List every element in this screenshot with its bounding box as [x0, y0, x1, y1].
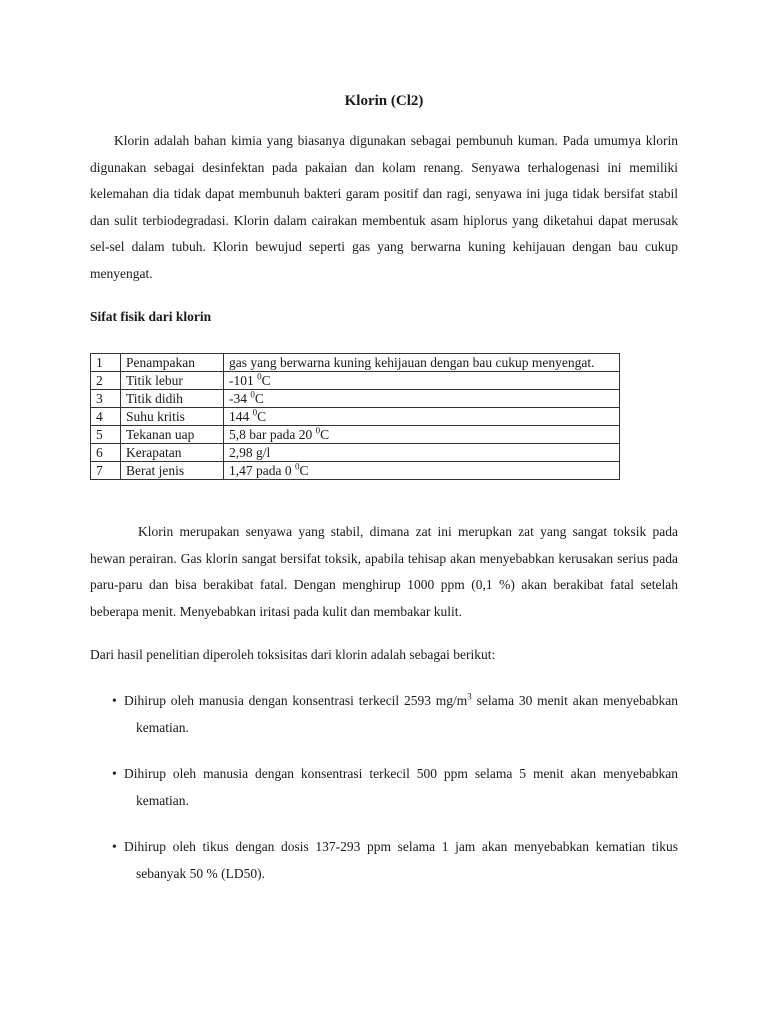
table-row: [91, 408, 620, 426]
list-item-text-before: Dihirup oleh manusia dengan konsentrasi terkecil 500 ppm selama 5 menit akan menyebabkan kematian.: [124, 766, 678, 808]
value-text: 2,98 g/l: [229, 445, 271, 460]
property-value: [224, 354, 620, 372]
property-value: [224, 408, 620, 426]
list-item-superscript: 3: [467, 691, 472, 702]
property-name: Penampakan: [121, 354, 224, 372]
property-name: Kerapatan: [121, 444, 224, 462]
bullet-icon: •: [112, 693, 117, 708]
value-unit: C: [254, 391, 264, 406]
list-item-text-after: selama 30 menit akan menyebabkan kematian.: [136, 693, 678, 735]
property-value: [224, 426, 620, 444]
row-number: 4: [91, 408, 121, 426]
list-item-text: [124, 693, 678, 735]
property-value: [224, 462, 620, 480]
value-superscript: 0: [252, 407, 258, 418]
property-value: [224, 372, 620, 390]
property-name: Suhu kritis: [121, 408, 224, 426]
list-item-text: [124, 766, 678, 808]
property-value: [224, 390, 620, 408]
value-text: -101: [229, 373, 258, 388]
list-item: [90, 761, 678, 814]
value-unit: C: [257, 409, 267, 424]
list-item-text-before: Dihirup oleh tikus dengan dosis 137-293 ppm selama 1 jam akan menyebabkan kematian tikus sebanyak 50 % (LD50).: [124, 839, 678, 881]
bullet-icon: •: [112, 766, 117, 781]
table-row: [91, 462, 620, 480]
table-row: [91, 390, 620, 408]
property-name: Titik lebur: [121, 372, 224, 390]
value-unit: C: [320, 427, 330, 442]
document-title: Klorin (Cl2): [344, 93, 424, 109]
research-intro-paragraph: Dari hasil penelitian diperoleh toksisitas dari klorin adalah sebagai berikut:: [90, 647, 496, 662]
property-name: Titik didih: [121, 390, 224, 408]
row-number: 1: [91, 354, 121, 372]
value-superscript: 0: [315, 425, 321, 436]
intro-paragraph: Klorin adalah bahan kimia yang biasanya digunakan sebagai pembunuh kuman. Pada umumya klorin digunakan sebagai desinfektan pada pakaian dan kolam renang. Senyawa terhalogenasi ini memiliki kelemahan dia tidak dapat membunuh bakteri garam positif dan ragi, senyawa ini juga tidak bersifat stabil dan sulit terbiodegradasi. Klorin dalam cairakan membentuk asam hiplorus yang diketahui dapat merusak sel-sel dalam tubuh. Klorin bewujud seperti gas yang berwarna kuning kehijauan dengan bau cukup menyengat.: [90, 133, 678, 281]
toxicity-list: [90, 688, 678, 907]
value-superscript: 0: [257, 371, 262, 382]
value-unit: C: [299, 463, 309, 478]
row-number: 2: [91, 372, 121, 390]
value-text: 1,47 pada 0: [229, 463, 295, 478]
list-item-text-before: Dihirup oleh manusia dengan konsentrasi terkecil 2593 mg/m: [124, 693, 468, 708]
table-row: [91, 426, 620, 444]
property-name: Berat jenis: [121, 462, 224, 480]
toxicity-paragraph: Klorin merupakan senyawa yang stabil, dimana zat ini merupkan zat yang sangat toksik pada hewan perairan. Gas klorin sangat bersifat toksik, apabila tehisap akan menyebabkan kerusakan serius pada paru-paru dan bisa berakibat fatal. Dengan menghirup 1000 ppm (0,1 %) akan berakibat fatal setelah beberapa menit. Menyebabkan iritasi pada kulit dan membakar kulit.: [90, 524, 678, 619]
value-text: 5,8 bar pada 20: [229, 427, 316, 442]
properties-table: [90, 353, 620, 480]
row-number: 3: [91, 390, 121, 408]
row-number: 6: [91, 444, 121, 462]
value-unit: C: [261, 373, 271, 388]
table-row: [91, 444, 620, 462]
table-row: [91, 354, 620, 372]
row-number: 5: [91, 426, 121, 444]
section-heading: Sifat fisik dari klorin: [90, 309, 212, 324]
value-text: -34: [229, 391, 251, 406]
value-superscript: 0: [250, 389, 255, 400]
value-superscript: 0: [294, 461, 300, 472]
row-number: 7: [91, 462, 121, 480]
value-text: gas yang berwarna kuning kehijauan dengan bau cukup menyengat.: [229, 355, 595, 370]
list-item: [90, 834, 678, 887]
list-item-text: [124, 839, 678, 881]
table-row: [91, 372, 620, 390]
property-name: Tekanan uap: [121, 426, 224, 444]
value-text: 144: [229, 409, 253, 424]
list-item: [90, 688, 678, 741]
bullet-icon: •: [112, 839, 117, 854]
property-value: [224, 444, 620, 462]
